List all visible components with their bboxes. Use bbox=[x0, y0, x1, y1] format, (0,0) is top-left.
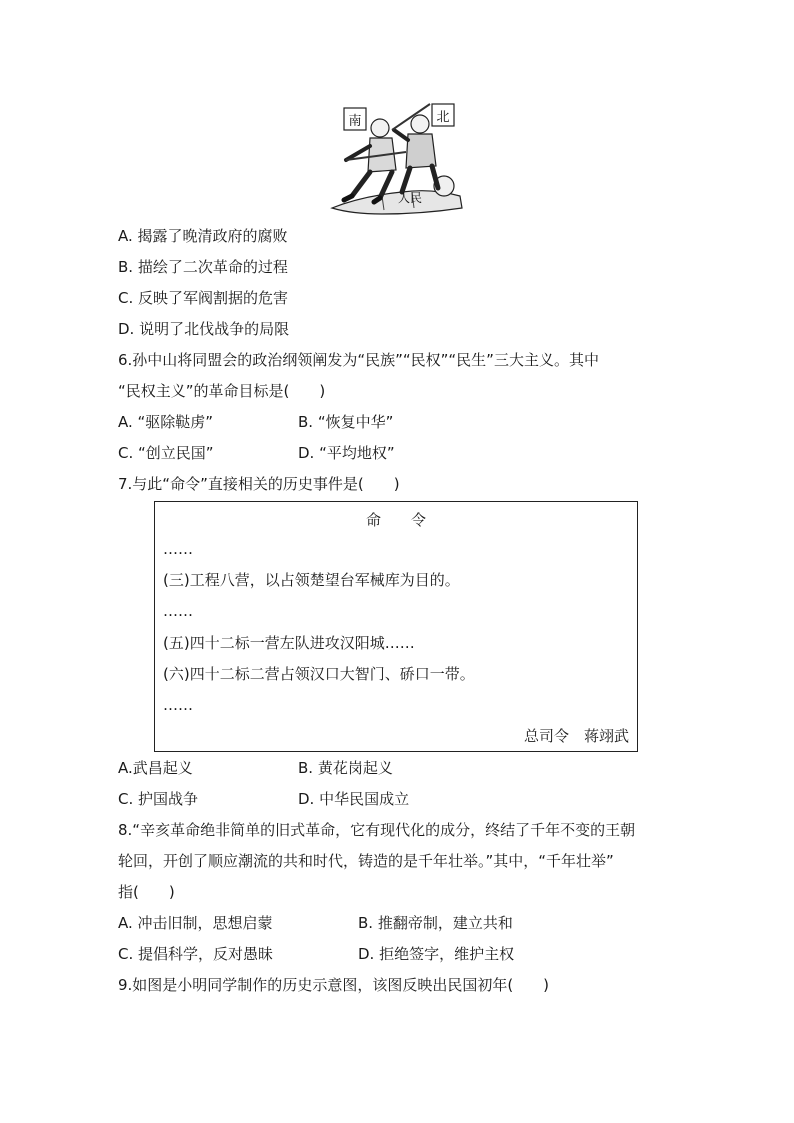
command-line-ellipsis-2: …… bbox=[163, 602, 193, 620]
q7-option-d: D. 中华民国成立 bbox=[298, 790, 410, 808]
command-line-3: (三)工程八营，以占领楚望台军械库为目的。 bbox=[163, 571, 460, 589]
q8-option-b: B. 推翻帝制，建立共和 bbox=[358, 914, 513, 932]
command-document-box bbox=[154, 501, 638, 752]
q7-option-c: C. 护国战争 bbox=[118, 790, 199, 808]
q8-option-a: A. 冲击旧制，思想启蒙 bbox=[118, 914, 273, 932]
q6-option-d: D. “平均地权” bbox=[298, 444, 395, 462]
q9-stem: 9.如图是小明同学制作的历史示意图，该图反映出民国初年( ) bbox=[118, 976, 550, 994]
q8-stem-line2: 轮回，开创了顺应潮流的共和时代，铸造的是千年壮举。”其中，“千年壮举” bbox=[118, 852, 614, 870]
q5-option-a: A. 揭露了晚清政府的腐败 bbox=[118, 227, 288, 245]
cartoon-label-north: 北 bbox=[436, 110, 450, 125]
q8-option-c: C. 提倡科学，反对愚昧 bbox=[118, 945, 274, 963]
command-signature: 总司令 蒋翊武 bbox=[523, 727, 629, 745]
q6-option-b: B. “恢复中华” bbox=[298, 413, 394, 431]
q6-option-a: A. “驱除鞑虏” bbox=[118, 413, 214, 431]
command-line-5: (五)四十二标一营左队进攻汉阳城…… bbox=[163, 634, 415, 652]
q6-option-c: C. “创立民国” bbox=[118, 444, 214, 462]
q8-stem-line3: 指( ) bbox=[118, 883, 175, 901]
command-line-ellipsis-3: …… bbox=[163, 696, 193, 714]
command-line-ellipsis-1: …… bbox=[163, 540, 193, 558]
q6-stem-line2: “民权主义”的革命目标是( ) bbox=[118, 382, 326, 400]
q5-option-d: D. 说明了北伐战争的局限 bbox=[118, 320, 290, 338]
q5-option-c: C. 反映了军阀割据的危害 bbox=[118, 289, 289, 307]
command-line-6: (六)四十二标二营占领汉口大智门、硚口一带。 bbox=[163, 665, 475, 683]
q6-stem-line1: 6.孙中山将同盟会的政治纲领阐发为“民族”“民权”“民生”三大主义。其中 bbox=[118, 351, 599, 369]
command-title: 命 令 bbox=[365, 511, 426, 529]
q5-option-b: B. 描绘了二次革命的过程 bbox=[118, 258, 288, 276]
cartoon-illustration bbox=[322, 100, 470, 218]
cartoon-label-people: 人民 bbox=[397, 191, 423, 205]
q8-stem-line1: 8.“辛亥革命绝非简单的旧式革命，它有现代化的成分，终结了千年不变的王朝 bbox=[118, 821, 636, 839]
q7-stem: 7.与此“命令”直接相关的历史事件是( ) bbox=[118, 475, 400, 493]
q7-option-a: A.武昌起义 bbox=[118, 759, 193, 777]
q8-option-d: D. 拒绝签字，维护主权 bbox=[358, 945, 515, 963]
q7-option-b: B. 黄花岗起义 bbox=[298, 759, 393, 777]
cartoon-label-south: 南 bbox=[348, 114, 362, 129]
